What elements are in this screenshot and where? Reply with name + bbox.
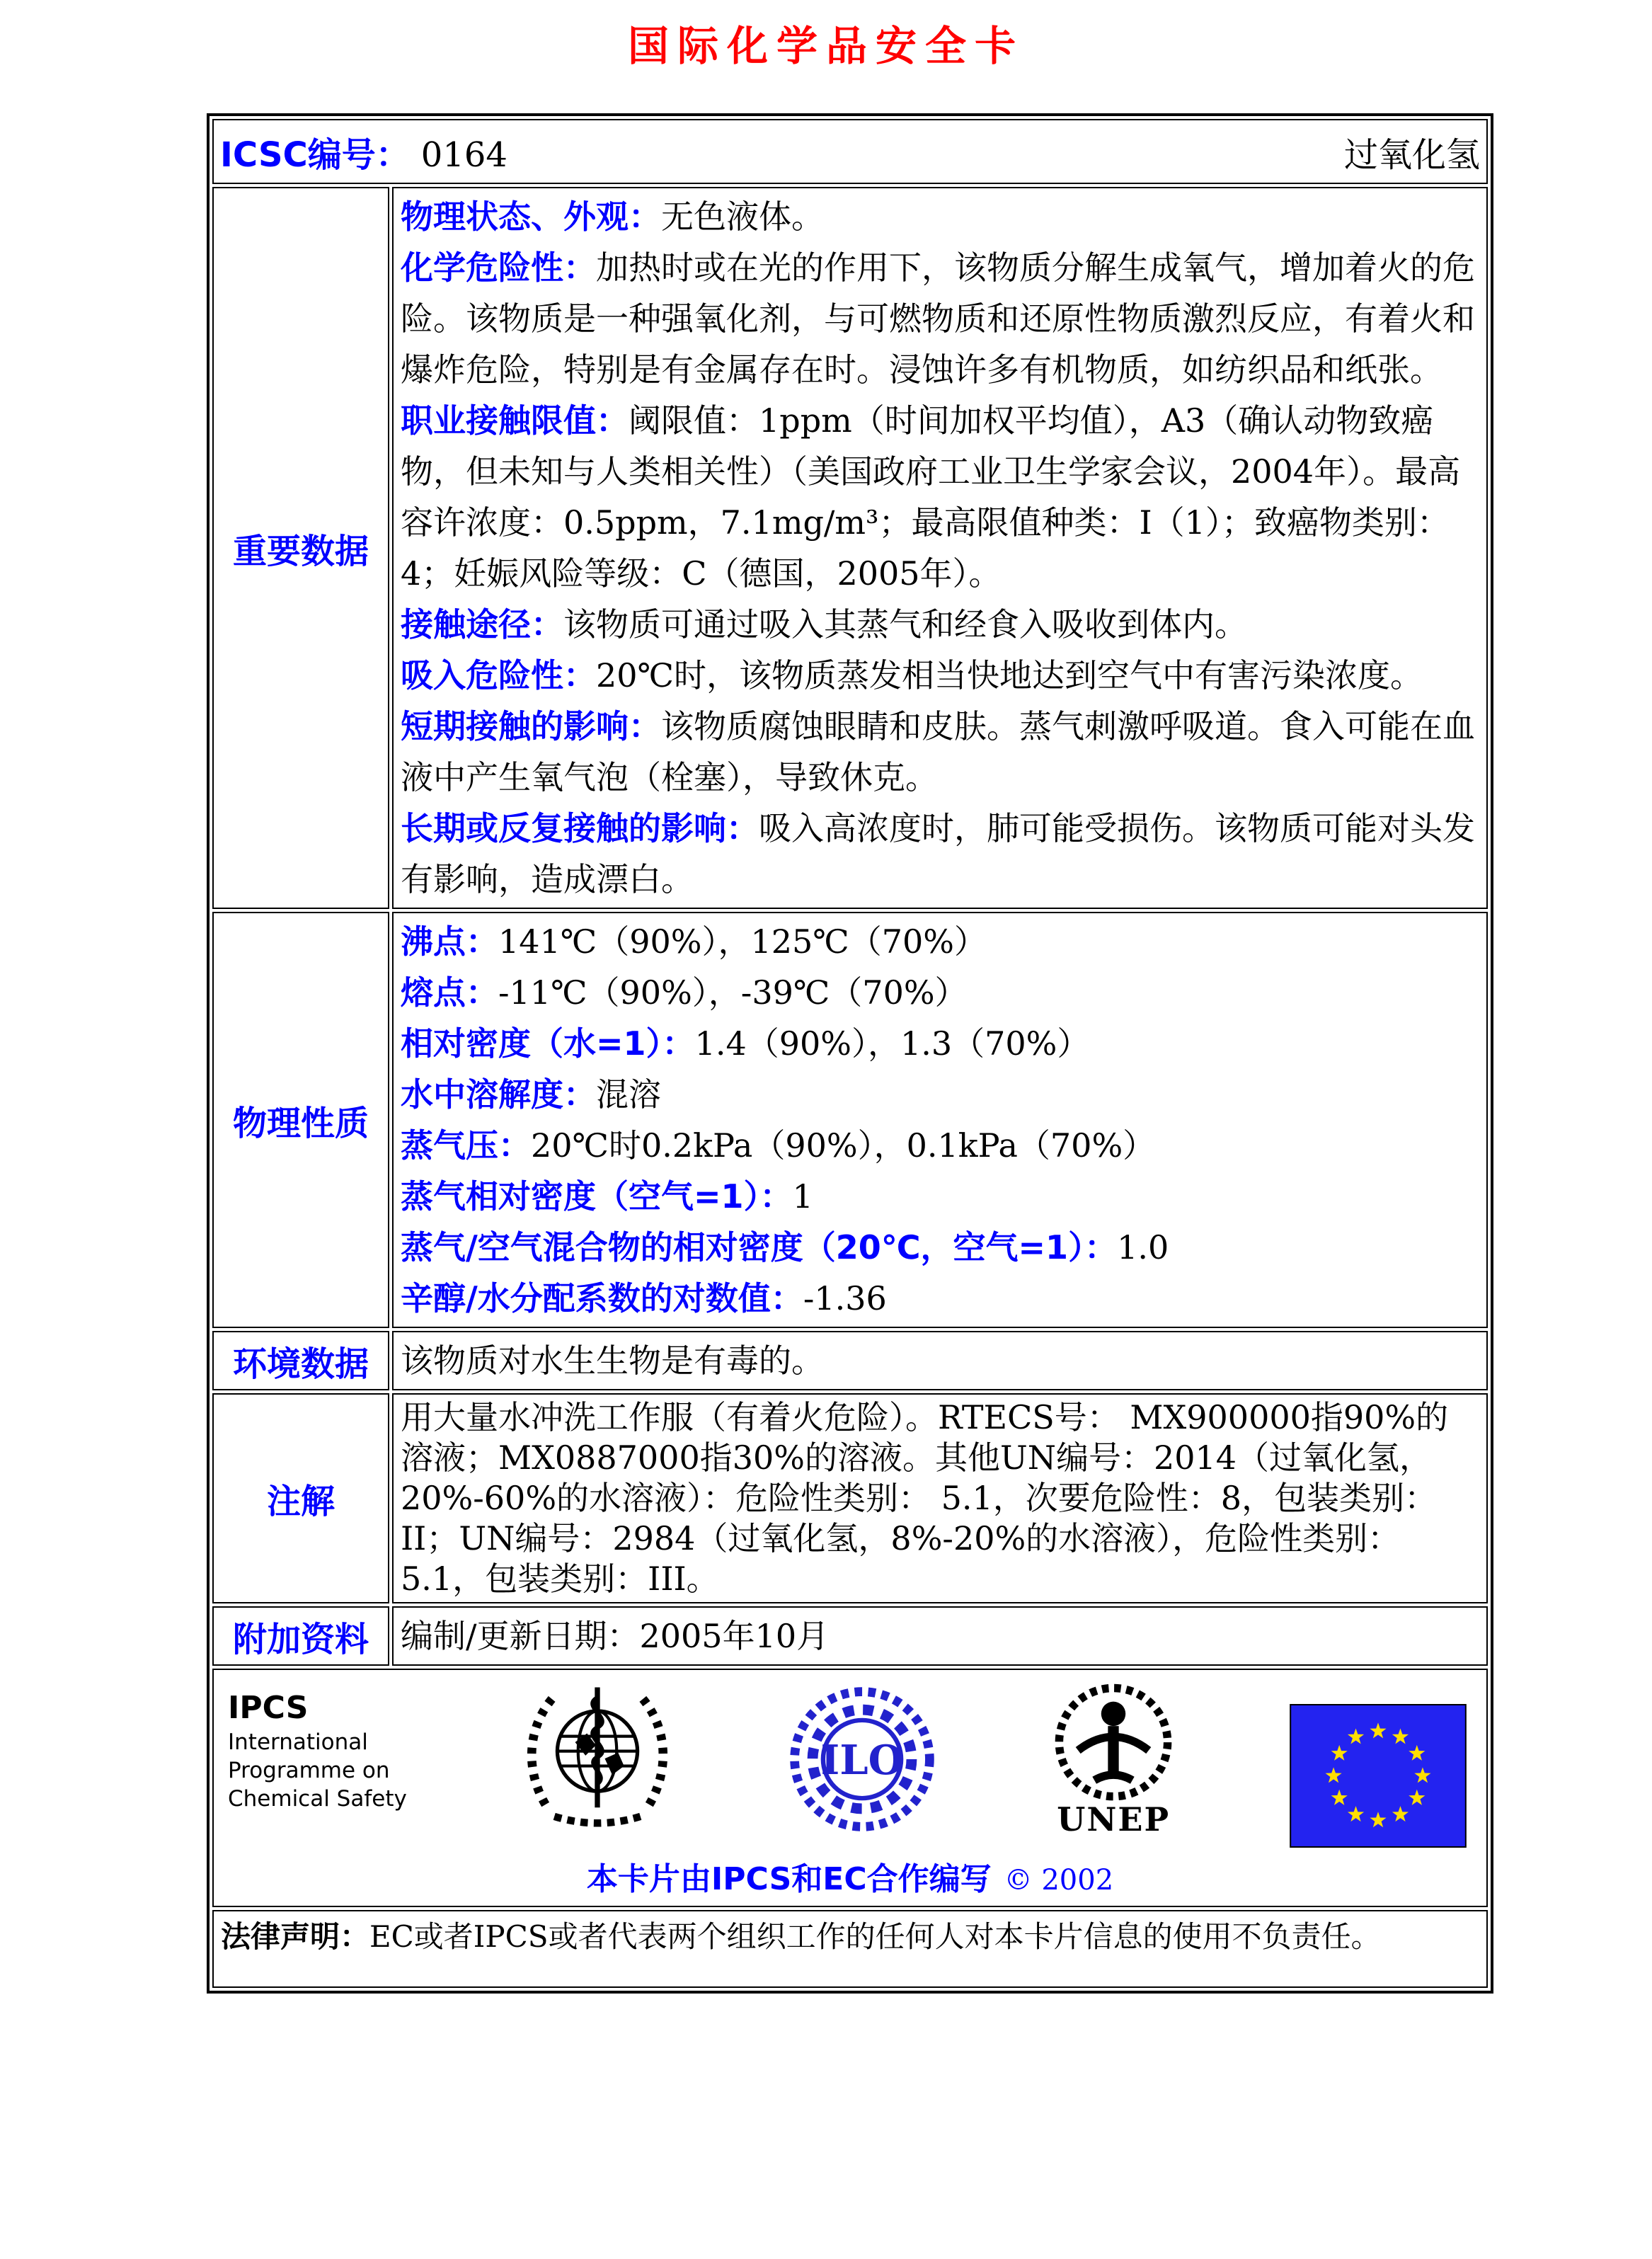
data-item — [401, 1611, 1481, 1662]
item-label: 化学危险性： — [401, 248, 596, 287]
collaboration-text: 本卡片由IPCS和EC合作编写 — [586, 1861, 992, 1897]
item-text: -11℃（90%），-39℃（70%） — [498, 973, 968, 1012]
item-label: 辛醇/水分配系数的对数值： — [401, 1279, 803, 1317]
item-text: 加热时或在光的作用下，该物质分解生成氧气，增加着火的危险。该物质是一种强氧化剂，与可燃物质和还原性物质激烈反应，有着火和爆炸危险，特别是有金属存在时。浸蚀许多有机物质，如纺织品和纸张。 — [401, 248, 1475, 389]
section-content-physical-properties — [392, 912, 1488, 1328]
data-item — [401, 1018, 1481, 1069]
item-text: 无色液体。 — [661, 198, 824, 236]
data-item — [401, 1335, 1481, 1386]
chemical-name: 过氧化氢 — [1343, 135, 1480, 175]
data-item — [401, 599, 1481, 650]
item-text: 20℃时，该物质蒸发相当快地达到空气中有害污染浓度。 — [596, 656, 1423, 694]
data-item — [401, 701, 1481, 803]
item-label: 水中溶解度： — [401, 1075, 596, 1114]
item-text: 编制/更新日期：2005年10月 — [401, 1617, 830, 1655]
item-text: 1.0 — [1117, 1228, 1169, 1266]
ipcs-name-line: Chemical Safety — [228, 1786, 407, 1812]
data-item — [401, 650, 1481, 701]
data-item — [401, 395, 1481, 599]
data-item — [401, 1120, 1481, 1171]
item-text: 该物质对水生生物是有毒的。 — [401, 1342, 824, 1380]
page-title: 国际化学品安全卡 — [627, 22, 1024, 70]
item-label: 相对密度（水=1）： — [401, 1024, 695, 1063]
item-text: 1 — [792, 1177, 813, 1216]
item-label: 职业接触限值： — [401, 401, 629, 440]
item-text: -1.36 — [803, 1279, 887, 1317]
item-label: 熔点： — [401, 973, 498, 1012]
collaboration-line — [214, 1853, 1486, 1899]
item-text: 20℃时0.2kPa（90%），0.1kPa（70%） — [531, 1126, 1156, 1165]
section-label-environmental-data: 环境数据 — [212, 1331, 389, 1390]
who-logo-icon — [515, 1680, 679, 1837]
item-label: 吸入危险性： — [401, 656, 596, 694]
section-label-additional-information: 附加资料 — [212, 1606, 389, 1666]
data-item — [401, 1222, 1481, 1273]
item-text: 用大量水冲洗工作服（有着火危险）。RTECS号： MX900000指90%的溶液；MX0887000指30%的溶液。其他UN编号：2014（过氧化氢，20%-60%的水溶液）：危险性类别： 5.1，次要危险性：8，包装类别： II；UN编号：2984（过氧化氢，8%-20%的水溶液），危险性类别： 5.1，包装类别：III。 — [401, 1398, 1449, 1598]
icsc-number-group — [220, 127, 507, 176]
icsc-number-label: ICSC编号： — [220, 135, 410, 175]
data-item — [401, 1397, 1481, 1599]
item-label: 长期或反复接触的影响： — [401, 809, 759, 847]
section-label-physical-properties: 物理性质 — [212, 912, 389, 1328]
section-label-important-data: 重要数据 — [212, 187, 389, 909]
legal-text: EC或者IPCS或者代表两个组织工作的任何人对本卡片信息的使用不负责任。 — [369, 1919, 1381, 1954]
section-row-environmental-data — [212, 1331, 1488, 1390]
item-label: 蒸气压： — [401, 1126, 531, 1165]
ipcs-name-line: International — [228, 1729, 368, 1755]
item-label: 接触途径： — [401, 605, 563, 644]
item-text: 吸入高浓度时，肺可能受损伤。该物质可能对头发有影响，造成漂白。 — [401, 809, 1475, 898]
data-item — [401, 916, 1481, 967]
svg-text:ILO: ILO — [820, 1737, 904, 1785]
ipcs-acronym: IPCS — [228, 1690, 309, 1726]
data-item — [401, 967, 1481, 1018]
ilo-logo-icon — [787, 1684, 937, 1837]
legal-label: 法律声明： — [221, 1919, 370, 1954]
data-item — [401, 191, 1481, 242]
section-row-additional-information — [212, 1606, 1488, 1666]
ipcs-name-line: Programme on — [228, 1758, 390, 1783]
item-text: 阈限值：1ppm（时间加权平均值），A3（确认动物致癌物，但未知与人类相关性）（美国政府工业卫生学家会议，2004年）。最高容许浓度：0.5ppm，7.1mg/m³；最高限值种类：I（1）；致癌物类别：4；妊娠风险等级：C（德国，2005年）。 — [401, 401, 1461, 593]
item-label: 沸点： — [401, 922, 498, 961]
item-label: 短期接触的影响： — [401, 707, 661, 745]
item-label: 物理状态、外观： — [401, 198, 661, 236]
section-row-notes — [212, 1393, 1488, 1603]
copyright-text: © 2002 — [1004, 1864, 1114, 1897]
section-label-notes: 注解 — [212, 1393, 389, 1603]
legal-row — [212, 1910, 1488, 1988]
item-label: 蒸气相对密度（空气=1）： — [401, 1177, 793, 1216]
section-row-physical-properties — [212, 912, 1488, 1328]
section-content-important-data — [392, 187, 1488, 909]
unep-label: UNEP — [1057, 1800, 1171, 1838]
ipcs-text-block — [228, 1680, 407, 1813]
item-text: 该物质腐蚀眼睛和皮肤。蒸气刺激呼吸道。食入可能在血液中产生氧气泡（栓塞），导致休克。 — [401, 707, 1475, 796]
icsc-header-cell — [212, 119, 1488, 184]
data-item — [401, 803, 1481, 905]
section-content-environmental-data — [392, 1331, 1488, 1390]
unep-logo-block — [1045, 1680, 1181, 1838]
eu-flag-icon — [1290, 1704, 1467, 1851]
item-text: 141℃（90%），125℃（70%） — [498, 922, 987, 961]
section-row-important-data — [212, 187, 1488, 909]
item-text: 混溶 — [596, 1075, 661, 1114]
item-text: 1.4（90%），1.3（70%） — [694, 1024, 1090, 1063]
icsc-card-table — [207, 113, 1493, 1994]
data-item — [401, 1171, 1481, 1222]
legal-cell — [212, 1910, 1488, 1988]
logos-cell — [212, 1669, 1488, 1907]
logos-row — [212, 1669, 1488, 1907]
data-item — [401, 1069, 1481, 1120]
item-label: 蒸气/空气混合物的相对密度（20℃，空气=1）： — [401, 1228, 1118, 1266]
section-content-notes — [392, 1393, 1488, 1603]
data-item — [401, 242, 1481, 395]
icsc-number-value: 0164 — [420, 135, 507, 175]
item-text: 该物质可通过吸入其蒸气和经食入吸收到体内。 — [563, 605, 1247, 644]
section-content-additional-information — [392, 1606, 1488, 1666]
icsc-header-row — [212, 119, 1488, 184]
data-item — [401, 1273, 1481, 1324]
